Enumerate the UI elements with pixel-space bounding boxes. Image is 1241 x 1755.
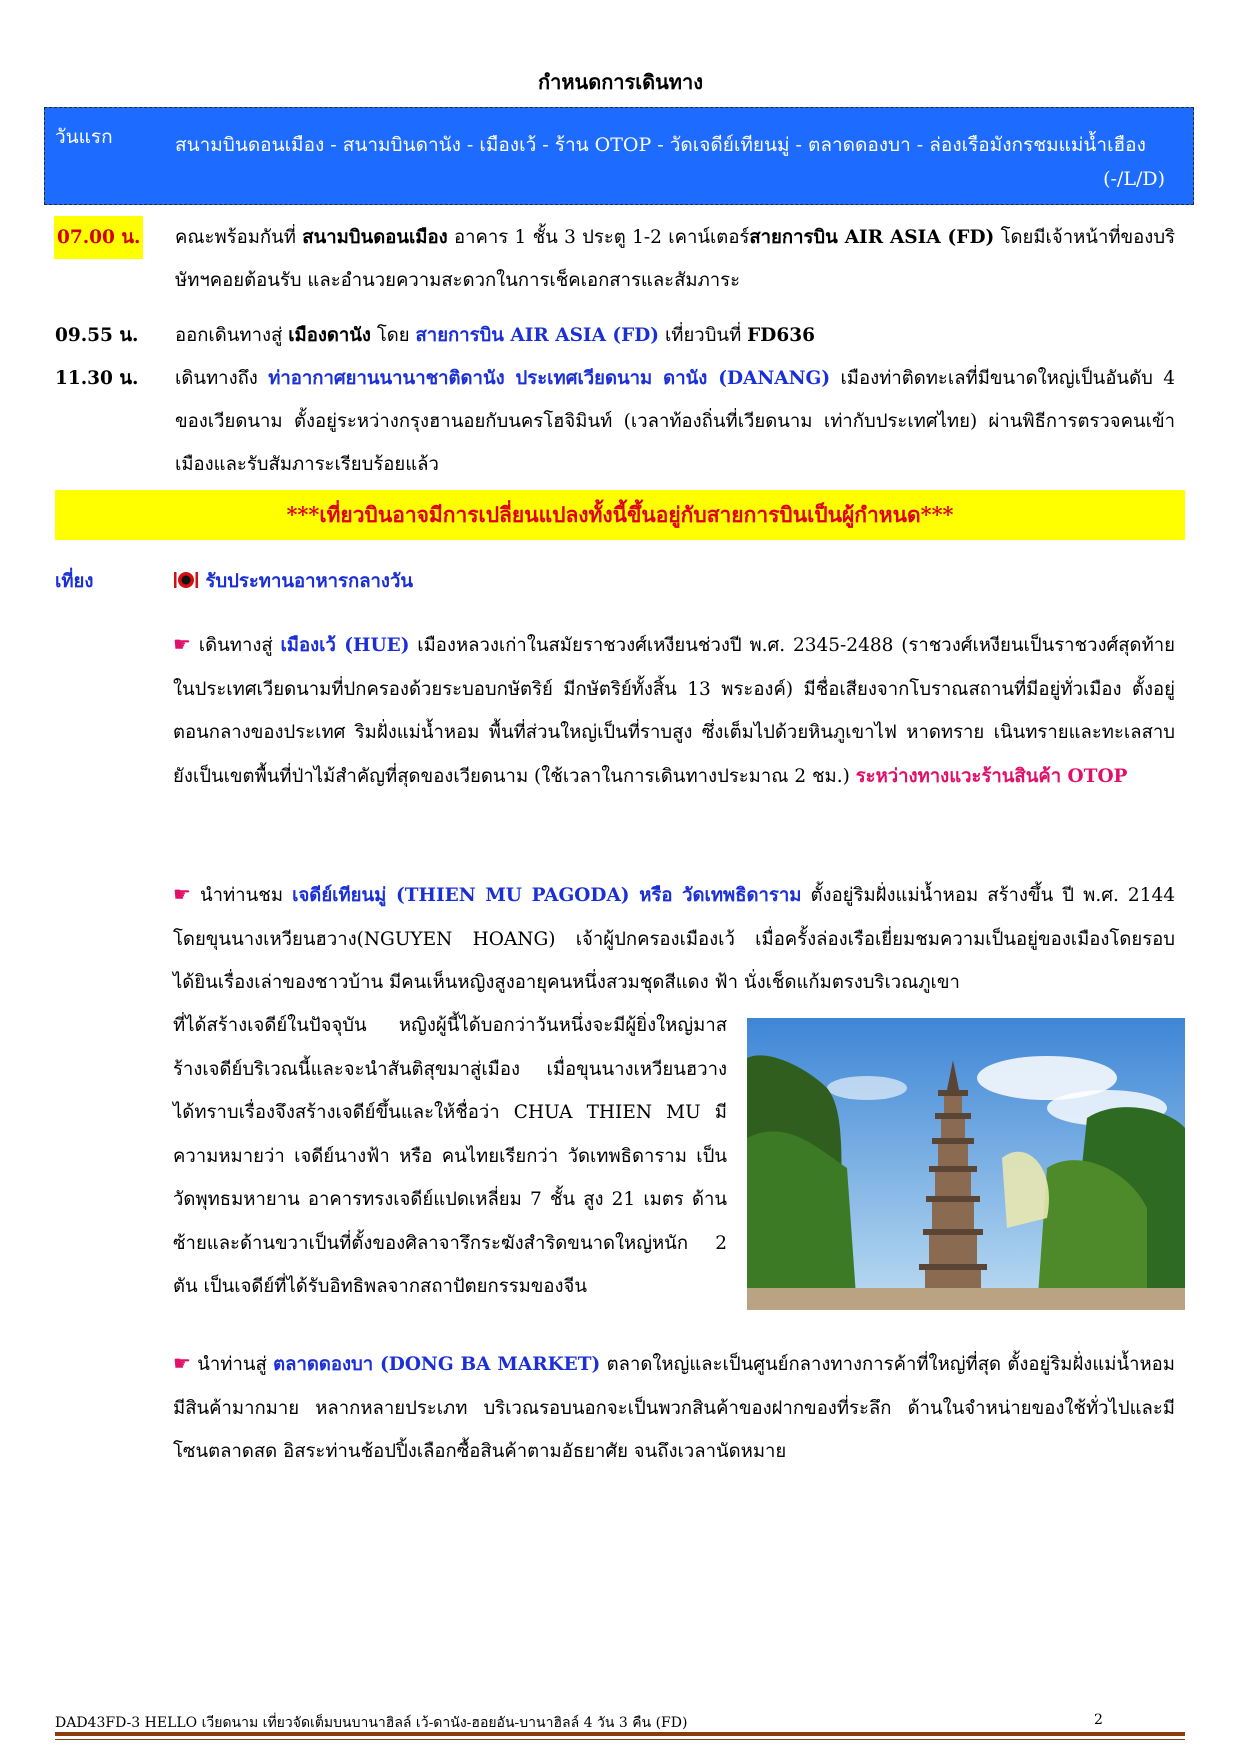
pointer-icon: ☛ [173, 1351, 191, 1375]
lunch-text: รับประทานอาหารกลางวัน [205, 571, 413, 592]
pointer-icon: ☛ [173, 632, 191, 656]
page-title: กำหนดการเดินทาง [538, 70, 703, 94]
market-paragraph: ☛ นำท่านสู่ ตลาดดองบา (DONG BA MARKET) ตลาดใหญ่และเป็นศูนย์กลางทางการค้าที่ใหญ่ที่สุด ตั้งอยู่ริมฝั่งแม่น้ำหอม มีสินค้ามากมาย หลากหลายประเภท บริเวณรอบนอกจะเป็นพวกสินค้าของฝากของที่ระลึก ด้านในจำหน่ายของใช้ทั่วไปและมีโซนตลาดสด อิสระท่านช้อปปิ้งเลือกซื้อสินค้าตามอัธยาศัย จนถึงเวลานัดหมาย [173, 1351, 1175, 1462]
meal-icon [173, 571, 205, 592]
hue-paragraph: ☛ เดินทางสู่ เมืองเว้ (HUE) เมืองหลวงเก่าในสมัยราชวงศ์เหงียนช่วงปี พ.ศ. 2345-2488 (ราชวงศ์เหงียนเป็นราชวงศ์สุดท้ายในประเทศเวียดนามที่ปกครองด้วยระบอบกษัตริย์ มีกษัตริย์ทั้งสิ้น 13 พระองค์) มีชื่อเสียงจากโบราณสถานที่มีอยู่ทั่วเมือง ตั้งอยู่ตอนกลางของประเทศ ริมฝั่งแม่น้ำหอม พื้นที่ส่วนใหญ่เป็นที่ราบสูง ซึ่งเต็มไปด้วยหินภูเขาไฟ หาดทราย เนินทรายและทะเลสาบ ยังเป็นเขตพื้นที่ป่าไม้สำคัญที่สุดของเวียดนาม (ใช้เวลาในการเดินทางประมาณ 2 ชม.) ระหว่างทางแวะร้านสินค้า OTOP [173, 632, 1175, 787]
footer-divider-thin [55, 1739, 1185, 1740]
schedule-time: 11.30 น. [55, 368, 139, 389]
page-number: 2 [1094, 1712, 1103, 1728]
lunch-row [173, 567, 413, 596]
pagoda-paragraph: ☛ นำท่านชม เจดีย์เทียนมู่ (THIEN MU PAGODA) หรือ วัดเทพธิดาราม ตั้งอยู่ริมฝั่งแม่น้ำหอม สร้างขึ้น ปี พ.ศ. 2144 โดยขุนนางเหวียนฮวาง(NGUYEN HOANG) เจ้าผู้ปกครองเมืองเว้ เมื่อครั้งล่องเรือเยี่ยมชมความเป็นอยู่ของเมืองโดยรอบ ได้ยินเรื่องเล่าของชาวบ้าน มีคนเห็นหญิงสูงอายุคนหนึ่งสวมชุดสีแดง ฟ้า นั่งเช็ดแก้มตรงบริเวณภูเขา [173, 882, 1176, 993]
footer-tour-code: DAD43FD-3 HELLO เวียดนาม เที่ยวจัดเต็มบนบานาฮิลล์ เว้-ดานัง-ฮอยอัน-บานาฮิลล์ 4 วัน 3 คืน (FD) [55, 1715, 688, 1731]
day-label: วันแรก [55, 126, 113, 148]
schedule-text: ออกเดินทางสู่ เมืองดานัง โดย สายการบิน AIR ASIA (FD) เที่ยวบินที่ FD636 [175, 325, 815, 346]
schedule-time: 09.55 น. [55, 325, 139, 346]
lunch-time: เที่ยง [55, 571, 94, 592]
schedule-text: คณะพร้อมกันที่ สนามบินดอนเมือง อาคาร 1 ชั้น 3 ประตู 1-2 เคาน์เตอร์สายการบิน AIR ASIA (FD) โดยมีเจ้าหน้าที่ของบริษัทฯคอยต้อนรับ และอำนวยความสะดวกในการเช็คเอกสารและสัมภาระ [175, 227, 1176, 291]
thien-mu-pagoda-photo [747, 1018, 1185, 1310]
pointer-icon: ☛ [173, 882, 191, 906]
day-meals: (-/L/D) [1103, 168, 1165, 190]
day-header-banner [44, 107, 1194, 205]
flight-change-notice: ***เที่ยวบินอาจมีการเปลี่ยนแปลงทั้งนี้ขึ้นอยู่กับสายการบินเป็นผู้กำหนด*** [55, 490, 1185, 540]
day-route: สนามบินดอนเมือง - สนามบินดานัง - เมืองเว้ - ร้าน OTOP - วัดเจดีย์เทียนมู่ - ตลาดดองบา - ล่องเรือมังกรชมแม่น้ำเฮือง [175, 134, 1146, 156]
schedule-time: 07.00 น. [54, 216, 143, 259]
schedule-text: เดินทางถึง ท่าอากาศยานนานาชาติดานัง ประเทศเวียดนาม ดานัง (DANANG) เมืองท่าติดทะเลที่มีขนาดใหญ่เป็นอันดับ 4 ของเวียดนาม ตั้งอยู่ระหว่างกรุงฮานอยกับนครโฮจิมินท์ (เวลาท้องถิ่นที่เวียดนาม เท่ากับประเทศไทย) ผ่านพิธีการตรวจคนเข้าเมืองและรับสัมภาระเรียบร้อยแล้ว [175, 368, 1175, 475]
pagoda-paragraph-continued: ที่ได้สร้างเจดีย์ในปัจจุบัน หญิงผู้นี้ได้บอกว่าวันหนึ่งจะมีผู้ยิ่งใหญ่มาสร้างเจดีย์บริเวณนี้และจะนำสันติสุขมาสู่เมือง เมื่อขุนนางเหวียนฮวาง ได้ทราบเรื่องจึงสร้างเจดีย์ขึ้นและให้ชื่อว่า CHUA THIEN MU มีความหมายว่า เจดีย์นางฟ้า หรือ คนไทยเรียกว่า วัดเทพธิดาราม เป็นวัดพุทธมหายาน อาคารทรงเจดีย์แปดเหลี่ยม 7 ชั้น สูง 21 เมตร ด้านซ้ายและด้านขวาเป็นที่ตั้งของศิลาจารึกระฆังสำริดขนาดใหญ่หนัก 2 ตัน เป็นเจดีย์ที่ได้รับอิทธิพลจากสถาปัตยกรรมของจีน [173, 1015, 727, 1297]
